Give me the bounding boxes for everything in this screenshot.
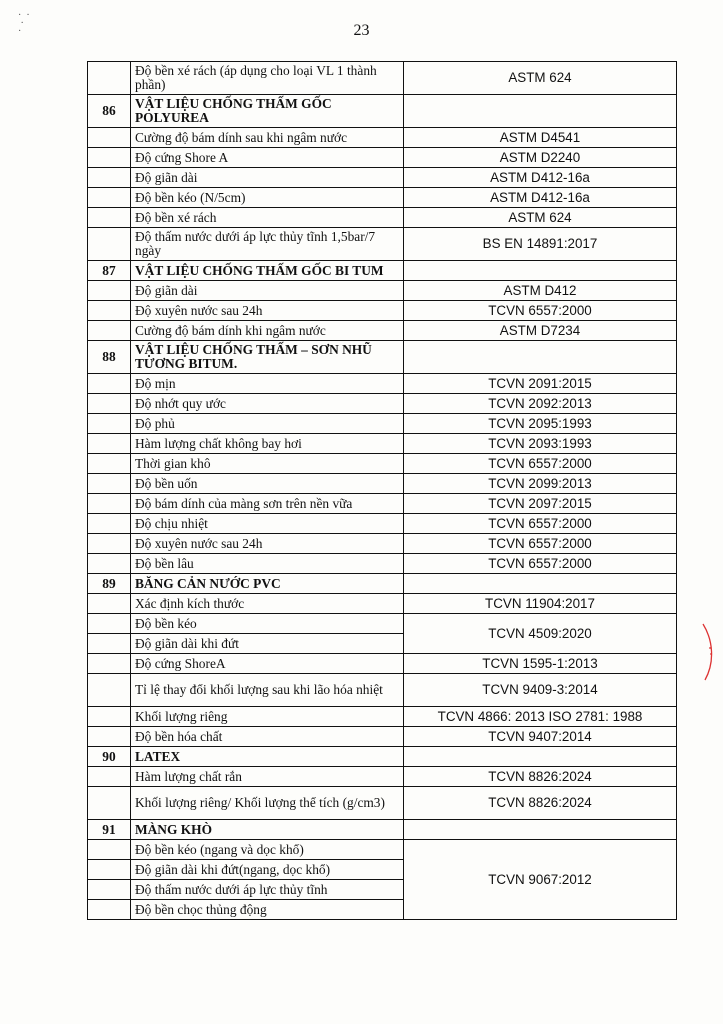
table-row bbox=[88, 614, 677, 634]
row-number bbox=[88, 188, 131, 208]
section-header-row bbox=[88, 747, 677, 767]
table-row bbox=[88, 394, 677, 414]
table-row bbox=[88, 767, 677, 787]
table-row bbox=[88, 168, 677, 188]
test-standard bbox=[404, 747, 677, 767]
test-name: Độ bền xé rách (áp dụng cho loại VL 1 thành phần) bbox=[131, 62, 404, 95]
test-name: Cường độ bám dính khi ngâm nước bbox=[131, 321, 404, 341]
test-name: Hàm lượng chất rắn bbox=[131, 767, 404, 787]
row-number bbox=[88, 674, 131, 707]
section-header-row bbox=[88, 574, 677, 594]
test-name: Độ bền uốn bbox=[131, 474, 404, 494]
test-standard bbox=[404, 261, 677, 281]
test-standard: BS EN 14891:2017 bbox=[404, 228, 677, 261]
table-row bbox=[88, 594, 677, 614]
test-name: Độ nhớt quy ước bbox=[131, 394, 404, 414]
row-number bbox=[88, 148, 131, 168]
test-name: Độ giãn dài khi đứt bbox=[131, 634, 404, 654]
row-number bbox=[88, 707, 131, 727]
table-row bbox=[88, 321, 677, 341]
test-name: Độ xuyên nước sau 24h bbox=[131, 534, 404, 554]
test-name: Độ chịu nhiệt bbox=[131, 514, 404, 534]
test-name: Độ thấm nước dưới áp lực thủy tĩnh 1,5bar/7 ngày bbox=[131, 228, 404, 261]
test-name: Độ bền chọc thủng động bbox=[131, 900, 404, 920]
test-standard: TCVN 9409-3:2014 bbox=[404, 674, 677, 707]
test-standard: ASTM 624 bbox=[404, 62, 677, 95]
table-row bbox=[88, 188, 677, 208]
table-row bbox=[88, 228, 677, 261]
section-header-row bbox=[88, 820, 677, 840]
row-number bbox=[88, 634, 131, 654]
table-row bbox=[88, 534, 677, 554]
section-header-row bbox=[88, 341, 677, 374]
row-number: 89 bbox=[88, 574, 131, 594]
test-standard: TCVN 2095:1993 bbox=[404, 414, 677, 434]
table-row bbox=[88, 840, 677, 860]
test-name: Độ bền kéo (ngang và dọc khổ) bbox=[131, 840, 404, 860]
test-standard bbox=[404, 820, 677, 840]
test-standard: TCVN 8826:2024 bbox=[404, 787, 677, 820]
table-row bbox=[88, 281, 677, 301]
section-title: VẬT LIỆU CHỐNG THẤM GỐC BI TUM bbox=[131, 261, 404, 281]
table-row bbox=[88, 208, 677, 228]
row-number bbox=[88, 514, 131, 534]
section-header-row bbox=[88, 261, 677, 281]
test-standard: ASTM D2240 bbox=[404, 148, 677, 168]
test-standard: TCVN 2093:1993 bbox=[404, 434, 677, 454]
test-standard: TCVN 9407:2014 bbox=[404, 727, 677, 747]
section-title: VẬT LIỆU CHỐNG THẤM GỐC POLYUREA bbox=[131, 95, 404, 128]
test-name: Khối lượng riêng/ Khối lượng thể tích (g/cm3) bbox=[131, 787, 404, 820]
row-number bbox=[88, 494, 131, 514]
row-number bbox=[88, 474, 131, 494]
test-standard bbox=[404, 95, 677, 128]
red-pen-mark bbox=[701, 622, 717, 682]
table-row bbox=[88, 727, 677, 747]
test-standard: TCVN 2097:2015 bbox=[404, 494, 677, 514]
test-name: Cường độ bám dính sau khi ngâm nước bbox=[131, 128, 404, 148]
table-row bbox=[88, 674, 677, 707]
test-name: Độ giãn dài khi đứt(ngang, dọc khổ) bbox=[131, 860, 404, 880]
test-standard: TCVN 2092:2013 bbox=[404, 394, 677, 414]
test-standard: TCVN 8826:2024 bbox=[404, 767, 677, 787]
test-name: Độ bền lâu bbox=[131, 554, 404, 574]
row-number bbox=[88, 614, 131, 634]
table-row bbox=[88, 62, 677, 95]
test-standard: TCVN 4509:2020 bbox=[404, 614, 677, 654]
section-title: BĂNG CẢN NƯỚC PVC bbox=[131, 574, 404, 594]
row-number: 91 bbox=[88, 820, 131, 840]
test-standard: TCVN 6557:2000 bbox=[404, 534, 677, 554]
row-number bbox=[88, 727, 131, 747]
row-number bbox=[88, 228, 131, 261]
test-name: Xác định kích thước bbox=[131, 594, 404, 614]
table-row bbox=[88, 454, 677, 474]
scan-artifact: · · · · bbox=[18, 10, 30, 37]
row-number bbox=[88, 880, 131, 900]
row-number: 86 bbox=[88, 95, 131, 128]
row-number bbox=[88, 301, 131, 321]
test-standard: ASTM 624 bbox=[404, 208, 677, 228]
test-name: Độ cứng ShoreA bbox=[131, 654, 404, 674]
row-number bbox=[88, 208, 131, 228]
test-name: Tỉ lệ thay đổi khối lượng sau khi lão hóa nhiệt bbox=[131, 674, 404, 707]
test-name: Độ bền kéo bbox=[131, 614, 404, 634]
table-row bbox=[88, 148, 677, 168]
row-number: 87 bbox=[88, 261, 131, 281]
test-name: Độ cứng Shore A bbox=[131, 148, 404, 168]
section-title: MÀNG KHÒ bbox=[131, 820, 404, 840]
row-number bbox=[88, 900, 131, 920]
test-name: Độ giãn dài bbox=[131, 168, 404, 188]
table-row bbox=[88, 554, 677, 574]
row-number bbox=[88, 767, 131, 787]
table-row bbox=[88, 474, 677, 494]
table-row bbox=[88, 787, 677, 820]
row-number bbox=[88, 128, 131, 148]
test-name: Độ bền xé rách bbox=[131, 208, 404, 228]
test-name: Độ bám dính của màng sơn trên nền vữa bbox=[131, 494, 404, 514]
row-number bbox=[88, 414, 131, 434]
row-number bbox=[88, 394, 131, 414]
test-name: Thời gian khô bbox=[131, 454, 404, 474]
row-number bbox=[88, 281, 131, 301]
row-number bbox=[88, 321, 131, 341]
test-standard: TCVN 2091:2015 bbox=[404, 374, 677, 394]
test-name: Khối lượng riêng bbox=[131, 707, 404, 727]
test-name: Độ mịn bbox=[131, 374, 404, 394]
row-number bbox=[88, 534, 131, 554]
test-standard bbox=[404, 574, 677, 594]
test-standard: TCVN 6557:2000 bbox=[404, 301, 677, 321]
row-number bbox=[88, 594, 131, 614]
table-row bbox=[88, 654, 677, 674]
table-row bbox=[88, 414, 677, 434]
test-name: Hàm lượng chất không bay hơi bbox=[131, 434, 404, 454]
row-number bbox=[88, 62, 131, 95]
table-row bbox=[88, 707, 677, 727]
standards-table bbox=[87, 61, 677, 920]
test-standard: TCVN 4866: 2013 ISO 2781: 1988 bbox=[404, 707, 677, 727]
test-standard: TCVN 6557:2000 bbox=[404, 514, 677, 534]
table-row bbox=[88, 301, 677, 321]
test-standard bbox=[404, 341, 677, 374]
test-standard: ASTM D7234 bbox=[404, 321, 677, 341]
row-number bbox=[88, 434, 131, 454]
row-number bbox=[88, 168, 131, 188]
section-header-row bbox=[88, 95, 677, 128]
row-number bbox=[88, 787, 131, 820]
row-number bbox=[88, 454, 131, 474]
row-number bbox=[88, 860, 131, 880]
table-row bbox=[88, 128, 677, 148]
test-standard: ASTM D412-16a bbox=[404, 188, 677, 208]
test-standard: TCVN 2099:2013 bbox=[404, 474, 677, 494]
page-number: 23 bbox=[353, 22, 370, 39]
section-title: VẬT LIỆU CHỐNG THẤM – SƠN NHŨ TƯƠNG BITUM. bbox=[131, 341, 404, 374]
test-name: Độ bền hóa chất bbox=[131, 727, 404, 747]
test-name: Độ giãn dài bbox=[131, 281, 404, 301]
table-row bbox=[88, 514, 677, 534]
row-number bbox=[88, 554, 131, 574]
row-number bbox=[88, 654, 131, 674]
test-standard: ASTM D4541 bbox=[404, 128, 677, 148]
table-row bbox=[88, 494, 677, 514]
table-row bbox=[88, 434, 677, 454]
table-row bbox=[88, 374, 677, 394]
test-name: Độ xuyên nước sau 24h bbox=[131, 301, 404, 321]
row-number: 90 bbox=[88, 747, 131, 767]
test-standard: ASTM D412-16a bbox=[404, 168, 677, 188]
test-name: Độ phủ bbox=[131, 414, 404, 434]
test-name: Độ thấm nước dưới áp lực thủy tĩnh bbox=[131, 880, 404, 900]
test-standard: TCVN 6557:2000 bbox=[404, 554, 677, 574]
test-standard: ASTM D412 bbox=[404, 281, 677, 301]
test-standard: TCVN 6557:2000 bbox=[404, 454, 677, 474]
test-standard: TCVN 11904:2017 bbox=[404, 594, 677, 614]
test-standard: TCVN 1595-1:2013 bbox=[404, 654, 677, 674]
row-number bbox=[88, 840, 131, 860]
row-number: 88 bbox=[88, 341, 131, 374]
test-standard: TCVN 9067:2012 bbox=[404, 840, 677, 920]
section-title: LATEX bbox=[131, 747, 404, 767]
test-name: Độ bền kéo (N/5cm) bbox=[131, 188, 404, 208]
row-number bbox=[88, 374, 131, 394]
